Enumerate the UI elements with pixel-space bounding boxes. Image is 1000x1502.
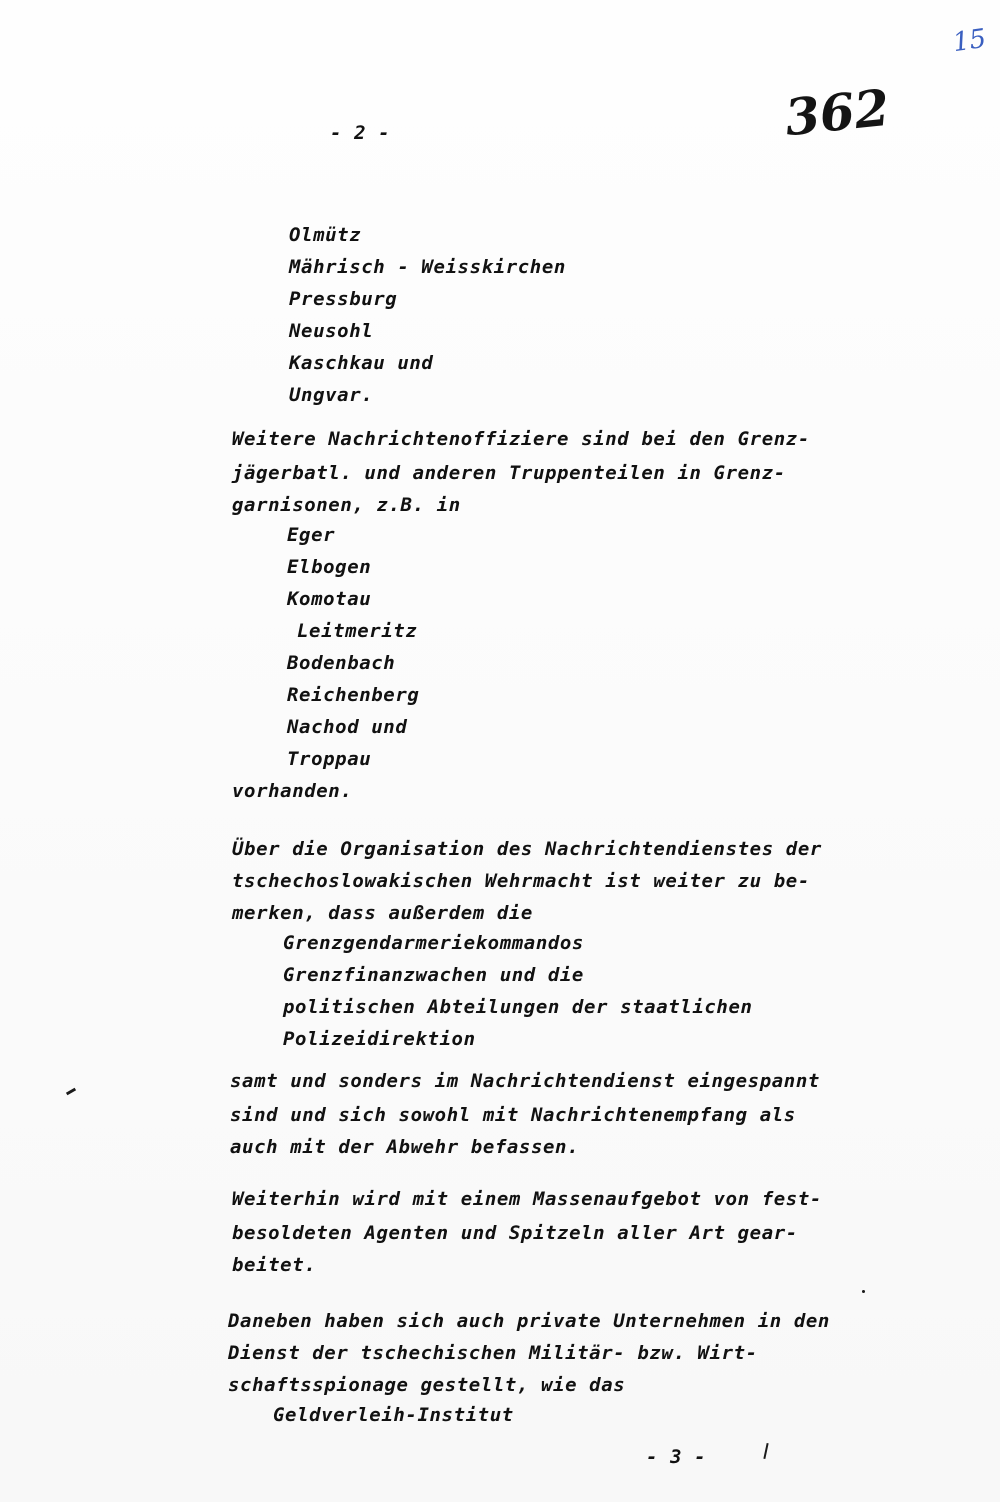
page-marker: - 2 -	[330, 122, 391, 144]
paragraph-line: Dienst der tschechischen Militär- bzw. Wirt-	[228, 1342, 758, 1364]
garrison-list-item: Elbogen	[287, 556, 372, 578]
paragraph-line: garnisonen, z.B. in	[232, 494, 461, 516]
city-list-item: Kaschkau und	[289, 352, 434, 374]
garrison-list-item: Eger	[287, 524, 336, 546]
institution-list-item: Geldverleih-Institut	[273, 1404, 514, 1426]
paragraph-line: besoldeten Agenten und Spitzeln aller Art gear-	[232, 1222, 798, 1244]
ink-mark	[66, 1088, 76, 1096]
garrison-list-item: Leitmeritz	[297, 620, 418, 642]
agency-list-item: politischen Abteilungen der staatlichen	[283, 996, 753, 1018]
archive-folio-number: 15	[951, 23, 989, 59]
city-list-item: Neusohl	[289, 320, 374, 342]
paragraph-line: Weiterhin wird mit einem Massenaufgebot von fest-	[232, 1188, 822, 1210]
paragraph-line: jägerbatl. und anderen Truppenteilen in Grenz-	[232, 462, 786, 484]
garrison-list-item: Reichenberg	[287, 684, 420, 706]
paragraph-line: samt und sonders im Nachrichtendienst eingespannt	[230, 1070, 820, 1092]
garrison-list-item: Troppau	[287, 748, 372, 770]
city-list-item: Olmütz	[289, 224, 362, 246]
city-list-item: Pressburg	[289, 288, 398, 310]
ink-dot	[862, 1290, 865, 1293]
agency-list-item: Grenzfinanzwachen und die	[283, 964, 584, 986]
pencil-stroke	[763, 1443, 768, 1459]
paragraph-line: beitet.	[232, 1254, 317, 1276]
city-list-item: Ungvar.	[289, 384, 374, 406]
paragraph-line: schaftsspionage gestellt, wie das	[228, 1374, 626, 1396]
paragraph-line: Weitere Nachrichtenoffiziere sind bei den Grenz-	[232, 428, 810, 450]
agency-list-item: Grenzgendarmeriekommandos	[283, 932, 584, 954]
paragraph-line: vorhanden.	[232, 780, 353, 802]
paragraph-line: Über die Organisation des Nachrichtendienstes der	[232, 838, 822, 860]
next-page-marker: - 3 -	[646, 1446, 707, 1468]
paragraph-line: merken, dass außerdem die	[232, 902, 533, 924]
garrison-list-item: Komotau	[287, 588, 372, 610]
paragraph-line: tschechoslowakischen Wehrmacht ist weiter zu be-	[232, 870, 810, 892]
paragraph-line: sind und sich sowohl mit Nachrichtenempfang als	[230, 1104, 796, 1126]
handwritten-page-number: 362	[782, 77, 893, 148]
garrison-list-item: Nachod und	[287, 716, 408, 738]
paragraph-line: Daneben haben sich auch private Unternehmen in den	[228, 1310, 830, 1332]
agency-list-item: Polizeidirektion	[283, 1028, 476, 1050]
city-list-item: Mährisch - Weisskirchen	[289, 256, 566, 278]
paragraph-line: auch mit der Abwehr befassen.	[230, 1136, 580, 1158]
garrison-list-item: Bodenbach	[287, 652, 396, 674]
